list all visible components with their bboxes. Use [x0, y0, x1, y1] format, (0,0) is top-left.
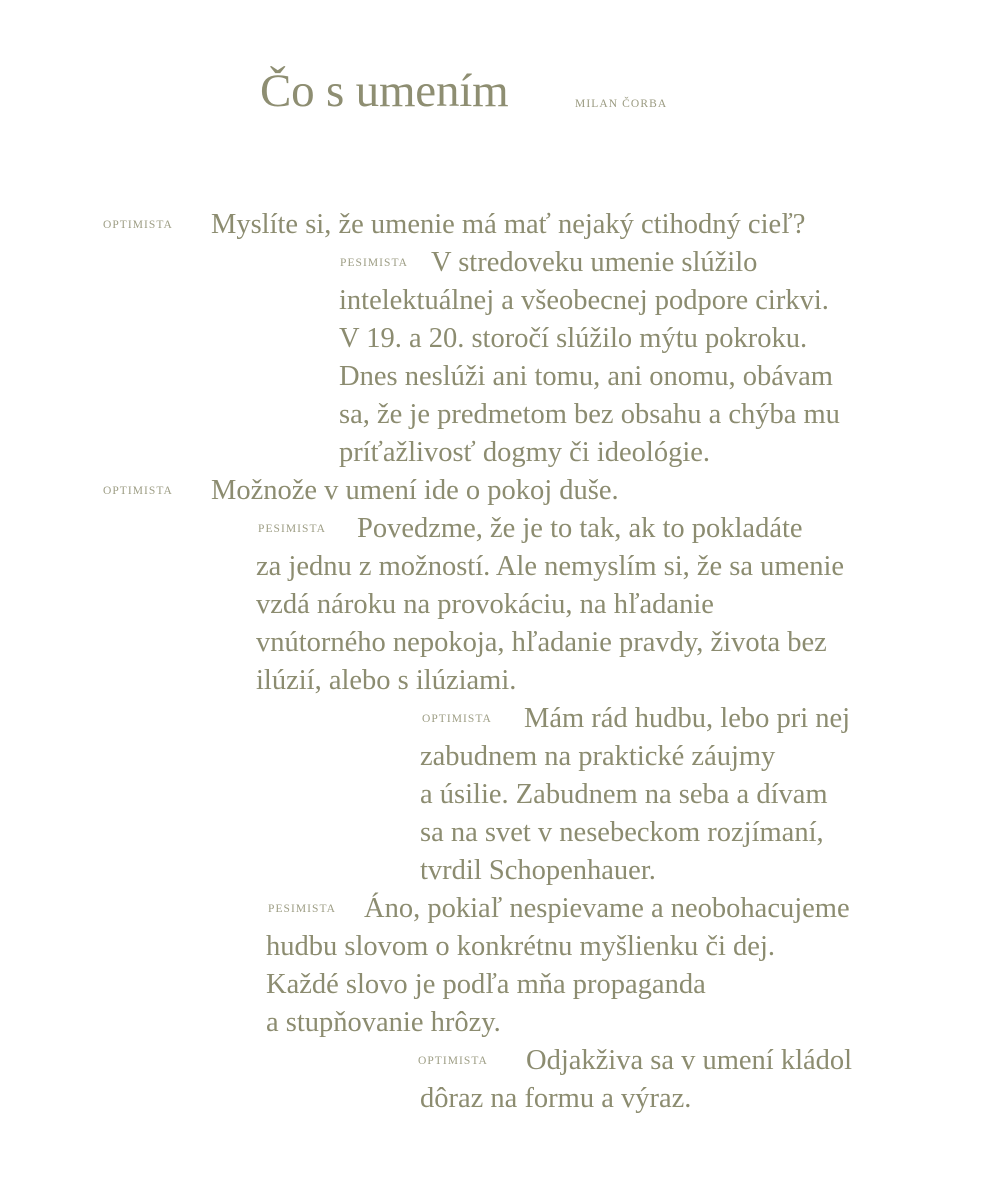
speech-line-text: sa, že je predmetom bez obsahu a chýba mu [339, 399, 840, 430]
speech-line [0, 586, 999, 624]
speech-line-text: za jednu z možností. Ale nemyslím si, že sa umenie [256, 551, 845, 582]
speaker-label-optimista: OPTIMISTA [422, 713, 492, 725]
speaker-label-pesimista: PESIMISTA [268, 903, 336, 915]
speech-line-text: príťažlivosť dogmy či ideológie. [339, 437, 711, 468]
speech-block [0, 700, 999, 890]
speech-line [0, 852, 999, 890]
speech-line-text: zabudnem na praktické záujmy [420, 741, 776, 772]
speaker-label-optimista: OPTIMISTA [103, 219, 173, 231]
speech-line-text: a stupňovanie hrôzy. [266, 1007, 501, 1038]
speech-line-text: Odjakživa sa v umení kládol [526, 1045, 853, 1076]
speech-line-text: vnútorného nepokoja, hľadanie pravdy, života bez [256, 627, 827, 658]
speech-line [0, 624, 999, 662]
speech-line [0, 890, 999, 928]
speech-line-text: Každé slovo je podľa mňa propaganda [266, 969, 706, 1000]
speech-line [0, 472, 999, 510]
speech-line [0, 700, 999, 738]
speech-line [0, 358, 999, 396]
speech-line [0, 434, 999, 472]
speech-line [0, 738, 999, 776]
speech-line-text: V stredoveku umenie slúžilo [431, 247, 758, 278]
speaker-label-optimista: OPTIMISTA [103, 485, 173, 497]
speech-line-text: intelektuálnej a všeobecnej podpore cirkvi. [339, 285, 829, 316]
speech-block [0, 510, 999, 700]
speech-line-text: a úsilie. Zabudnem na seba a dívam [420, 779, 828, 810]
speech-line [0, 776, 999, 814]
speech-line [0, 966, 999, 1004]
speech-line [0, 282, 999, 320]
speech-line [0, 928, 999, 966]
speech-line-text: Možnože v umení ide o pokoj duše. [211, 475, 619, 506]
speech-line-text: vzdá nároku na provokáciu, na hľadanie [256, 589, 714, 620]
speech-line [0, 320, 999, 358]
page-title: Čo s umením [260, 65, 509, 117]
speech-line [0, 814, 999, 852]
speech-line [0, 662, 999, 700]
speech-line-text: Mám rád hudbu, lebo pri nej [524, 703, 851, 734]
speech-line [0, 1080, 999, 1118]
speech-line [0, 1042, 999, 1080]
speaker-label-optimista: OPTIMISTA [418, 1055, 488, 1067]
speech-block [0, 890, 999, 1042]
speech-line-text: Povedzme, že je to tak, ak to pokladáte [357, 513, 803, 544]
speech-line-text: tvrdil Schopenhauer. [420, 855, 656, 886]
speech-line-text: sa na svet v nesebeckom rozjímaní, [420, 817, 824, 848]
speech-line-text: dôraz na formu a výraz. [420, 1083, 692, 1114]
speech-block [0, 244, 999, 472]
speech-block [0, 1042, 999, 1118]
speaker-label-pesimista: PESIMISTA [340, 257, 408, 269]
author-byline: MILAN ČORBA [575, 98, 668, 110]
speech-line-text: Myslíte si, že umenie má mať nejaký ctihodný cieľ? [211, 209, 806, 240]
speech-line [0, 244, 999, 282]
speech-block [0, 472, 999, 510]
speaker-label-pesimista: PESIMISTA [258, 523, 326, 535]
speech-line [0, 206, 999, 244]
speech-line-text: hudbu slovom o konkrétnu myšlienku či dej. [266, 931, 775, 962]
speech-line [0, 510, 999, 548]
speech-block [0, 206, 999, 244]
speech-line-text: ilúzií, alebo s ilúziami. [256, 665, 517, 696]
speech-line-text: Dnes neslúži ani tomu, ani onomu, obávam [339, 361, 833, 392]
speech-line-text: Áno, pokiaľ nespievame a neobohacujeme [364, 893, 850, 924]
speech-line [0, 396, 999, 434]
title-block [0, 62, 999, 122]
speech-line-text: V 19. a 20. storočí slúžilo mýtu pokroku. [339, 323, 808, 354]
speech-line [0, 548, 999, 586]
speech-line [0, 1004, 999, 1042]
